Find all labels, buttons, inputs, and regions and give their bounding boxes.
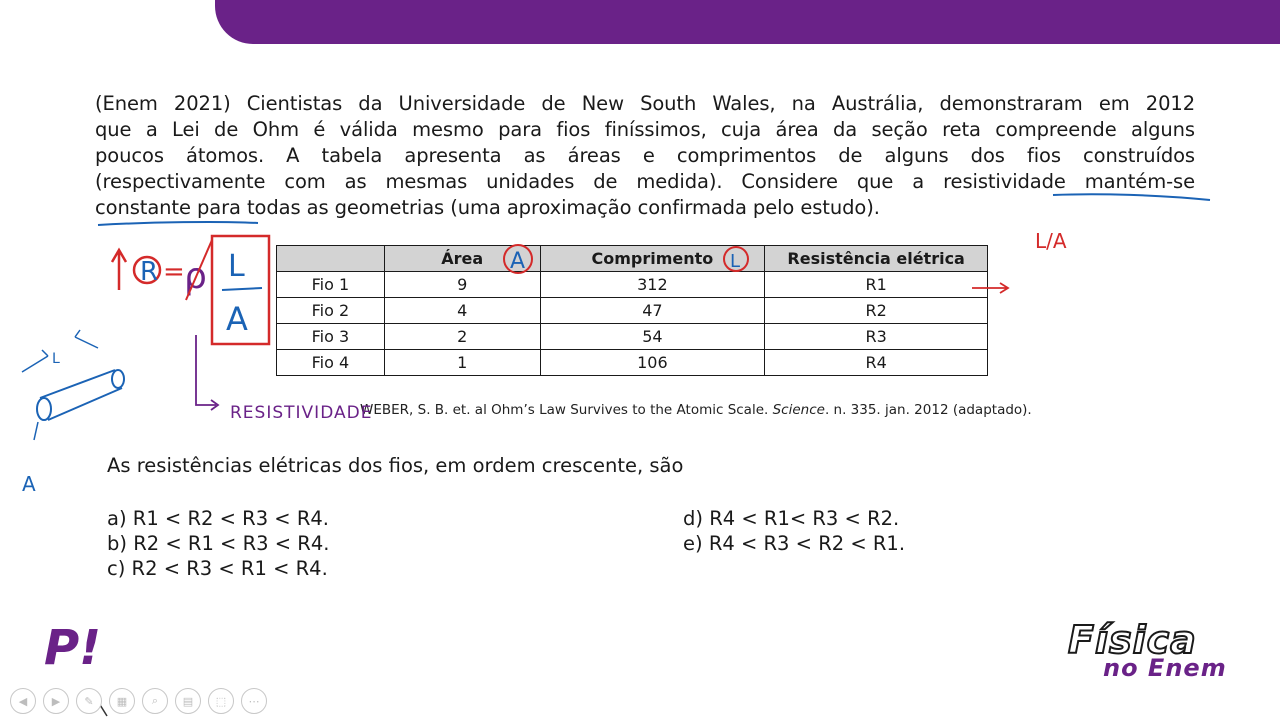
formula-l: L xyxy=(228,249,245,284)
underline-constante xyxy=(98,222,258,225)
question-text xyxy=(95,91,1195,221)
logo-no-enem: no Enem xyxy=(1103,654,1227,682)
formula-r: R xyxy=(140,257,159,287)
table-cell: Fio 2 xyxy=(277,298,385,324)
table-cell: Fio 1 xyxy=(277,272,385,298)
wire-end xyxy=(112,370,124,388)
reference-suffix: . n. 335. jan. 2012 (adaptado). xyxy=(824,402,1032,418)
formula-a: A xyxy=(226,300,248,338)
table-header-row xyxy=(277,246,988,272)
question-line: (Enem 2021) Cientistas da Universidade de New South Wales, na Austrália, demonstraram em 2012 xyxy=(95,92,1195,115)
option-text: R4 < R1< R3 < R2. xyxy=(709,507,900,530)
table-cell: 1 xyxy=(384,350,540,376)
logo-mark: P! xyxy=(44,620,102,676)
question-line: que a Lei de Ohm é válida mesmo para fios finíssimos, cuja área da seção reta compreende alguns xyxy=(95,118,1195,141)
dimension-line xyxy=(22,330,98,372)
formula-eq: = xyxy=(163,257,185,287)
table-row xyxy=(277,298,988,324)
table-header-length: Comprimento xyxy=(540,246,765,272)
table-cell: Fio 4 xyxy=(277,350,385,376)
table-row xyxy=(277,324,988,350)
table-cell: 9 xyxy=(384,272,540,298)
option-letter: c) xyxy=(107,557,126,580)
table-cell: Fio 3 xyxy=(277,324,385,350)
wire-area-label: A xyxy=(22,472,36,496)
option-letter: d) xyxy=(683,507,703,530)
resistividade-note: RESISTIVIDADE xyxy=(230,403,373,423)
table-cell: R1 xyxy=(765,272,988,298)
table-cell: 106 xyxy=(540,350,765,376)
previous-slide-icon[interactable]: ◀ xyxy=(10,688,36,714)
wire-table xyxy=(276,245,988,376)
arrow-right-icon xyxy=(211,400,218,410)
table-cell: 4 xyxy=(384,298,540,324)
table-row xyxy=(277,350,988,376)
circle-r xyxy=(134,257,160,283)
circle-length-letter: L xyxy=(730,251,741,272)
question-line: poucos átomos. A tabela apresenta as áreas e comprimentos de alguns dos fios construídos xyxy=(95,144,1195,167)
wire-body xyxy=(40,370,122,420)
rho-strike xyxy=(186,240,212,300)
table-row xyxy=(277,272,988,298)
option-e[interactable] xyxy=(683,531,905,557)
fraction-bar xyxy=(222,288,262,290)
option-text: R2 < R3 < R1 < R4. xyxy=(131,557,328,580)
wire-pointer xyxy=(34,422,38,440)
wire-cross-section xyxy=(37,398,51,420)
table-cell: 54 xyxy=(540,324,765,350)
top-banner xyxy=(215,0,1280,44)
slides-icon[interactable]: ▦ xyxy=(109,688,135,714)
reference-prefix: WEBER, S. B. et. al Ohm’s Law Survives to the Atomic Scale. xyxy=(360,402,773,418)
subtitles-icon[interactable]: ▤ xyxy=(175,688,201,714)
wire-length-label: L xyxy=(52,351,60,367)
table-header-area: Área xyxy=(384,246,540,272)
question-line: (respectivamente com as mesmas unidades de medida). Considere que a resistividade mantém-se xyxy=(95,170,1195,193)
option-letter: b) xyxy=(107,532,127,555)
formula-rho: ρ xyxy=(184,256,207,297)
question-line: constante para todas as geometrias (uma aproximação confirmada pelo estudo). xyxy=(95,196,880,219)
formula-box xyxy=(212,236,269,344)
table-header-empty xyxy=(277,246,385,272)
table-header-resistance: Resistência elétrica xyxy=(765,246,988,272)
more-options-icon[interactable]: ⋯ xyxy=(241,688,267,714)
option-d[interactable] xyxy=(683,506,899,532)
circle-area-letter: A xyxy=(510,249,526,274)
table-cell: 47 xyxy=(540,298,765,324)
option-text: R1 < R2 < R3 < R4. xyxy=(132,507,329,530)
option-b[interactable] xyxy=(107,531,329,557)
table-cell: R4 xyxy=(765,350,988,376)
option-a[interactable] xyxy=(107,506,329,532)
l-over-a-note: L/A xyxy=(1035,229,1067,253)
zoom-icon[interactable]: ⌕ xyxy=(142,688,168,714)
next-slide-icon[interactable]: ▶ xyxy=(43,688,69,714)
table-cell: 2 xyxy=(384,324,540,350)
pen-icon[interactable]: ✎ xyxy=(76,688,102,714)
logo-fisica: Física xyxy=(1068,618,1197,662)
table-cell: R3 xyxy=(765,324,988,350)
option-c[interactable] xyxy=(107,556,328,582)
option-text: R4 < R3 < R2 < R1. xyxy=(708,532,906,555)
option-letter: e) xyxy=(683,532,703,555)
reference-citation xyxy=(360,402,1032,418)
arrow-up-icon xyxy=(112,250,126,290)
table-cell: 312 xyxy=(540,272,765,298)
table-cell: R2 xyxy=(765,298,988,324)
presentation-toolbar xyxy=(10,688,267,714)
option-text: R2 < R1 < R3 < R4. xyxy=(133,532,330,555)
option-letter: a) xyxy=(107,507,127,530)
pointer-icon[interactable]: ⬚ xyxy=(208,688,234,714)
leader-line xyxy=(196,335,216,405)
question-prompt: As resistências elétricas dos fios, em ordem crescente, são xyxy=(107,454,684,477)
reference-journal: Science xyxy=(772,402,825,418)
